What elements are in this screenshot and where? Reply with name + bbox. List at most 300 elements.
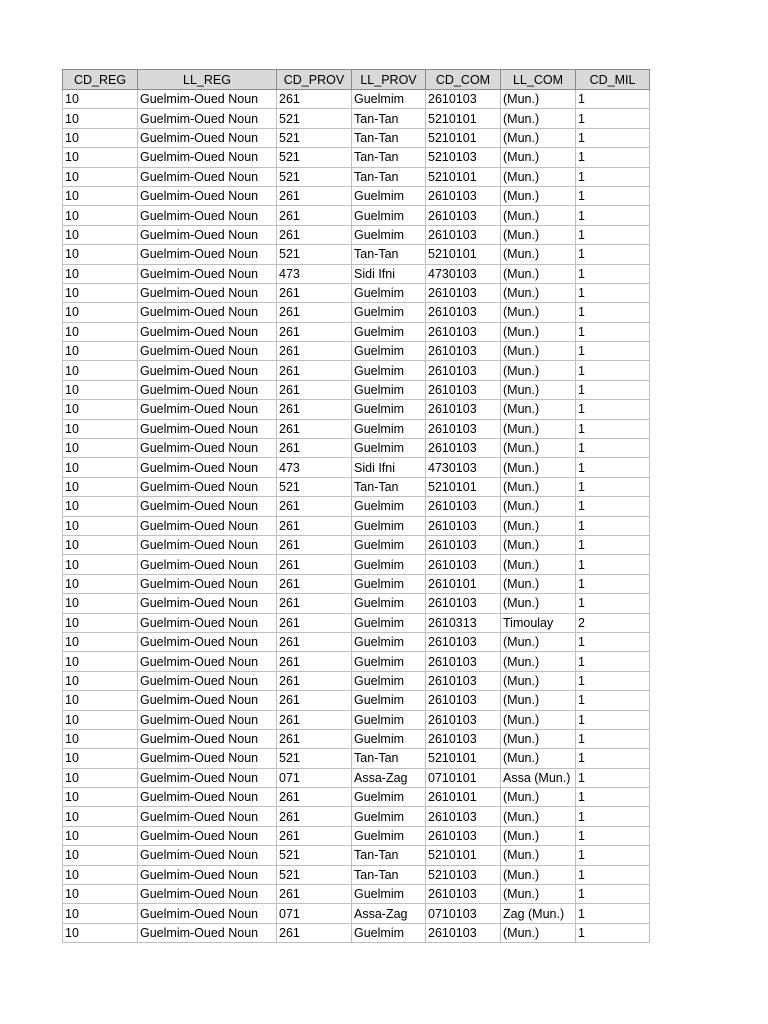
cell-cd-prov[interactable]: 261 [277, 671, 352, 690]
cell-ll-prov[interactable]: Assa-Zag [352, 904, 426, 923]
cell-cd-prov[interactable]: 521 [277, 148, 352, 167]
cell-cd-com[interactable]: 4730103 [426, 458, 501, 477]
cell-cd-reg[interactable]: 10 [63, 768, 138, 787]
cell-cd-mil[interactable]: 1 [576, 303, 650, 322]
cell-cd-com[interactable]: 2610101 [426, 574, 501, 593]
cell-cd-com[interactable]: 2610101 [426, 788, 501, 807]
cell-ll-prov[interactable]: Guelmim [352, 516, 426, 535]
cell-cd-prov[interactable]: 521 [277, 167, 352, 186]
cell-ll-reg[interactable]: Guelmim-Oued Noun [138, 594, 277, 613]
cell-ll-prov[interactable]: Guelmim [352, 497, 426, 516]
cell-cd-mil[interactable]: 1 [576, 632, 650, 651]
cell-cd-reg[interactable]: 10 [63, 439, 138, 458]
cell-cd-com[interactable]: 2610103 [426, 225, 501, 244]
cell-cd-reg[interactable]: 10 [63, 167, 138, 186]
cell-cd-com[interactable]: 2610103 [426, 632, 501, 651]
cell-cd-reg[interactable]: 10 [63, 419, 138, 438]
cell-cd-com[interactable]: 0710101 [426, 768, 501, 787]
cell-ll-prov[interactable]: Guelmim [352, 788, 426, 807]
cell-cd-com[interactable]: 2610103 [426, 400, 501, 419]
cell-cd-prov[interactable]: 261 [277, 710, 352, 729]
cell-cd-com[interactable]: 2610103 [426, 826, 501, 845]
cell-cd-mil[interactable]: 1 [576, 186, 650, 205]
cell-cd-prov[interactable]: 261 [277, 497, 352, 516]
cell-cd-prov[interactable]: 261 [277, 206, 352, 225]
cell-ll-reg[interactable]: Guelmim-Oued Noun [138, 245, 277, 264]
cell-ll-com[interactable]: (Mun.) [501, 303, 576, 322]
cell-cd-com[interactable]: 5210101 [426, 846, 501, 865]
cell-cd-prov[interactable]: 261 [277, 419, 352, 438]
cell-ll-prov[interactable]: Guelmim [352, 439, 426, 458]
cell-ll-reg[interactable]: Guelmim-Oued Noun [138, 342, 277, 361]
cell-ll-com[interactable]: (Mun.) [501, 535, 576, 554]
cell-cd-com[interactable]: 2610103 [426, 283, 501, 302]
cell-ll-reg[interactable]: Guelmim-Oued Noun [138, 691, 277, 710]
cell-cd-prov[interactable]: 521 [277, 128, 352, 147]
cell-cd-mil[interactable]: 1 [576, 749, 650, 768]
cell-ll-prov[interactable]: Tan-Tan [352, 749, 426, 768]
cell-cd-mil[interactable]: 1 [576, 729, 650, 748]
cell-cd-reg[interactable]: 10 [63, 516, 138, 535]
cell-ll-com[interactable]: (Mun.) [501, 749, 576, 768]
cell-cd-prov[interactable]: 261 [277, 652, 352, 671]
cell-cd-com[interactable]: 2610103 [426, 303, 501, 322]
cell-cd-com[interactable]: 2610103 [426, 691, 501, 710]
cell-cd-mil[interactable]: 1 [576, 555, 650, 574]
cell-cd-mil[interactable]: 1 [576, 652, 650, 671]
cell-cd-com[interactable]: 2610103 [426, 923, 501, 942]
cell-ll-com[interactable]: (Mun.) [501, 109, 576, 128]
cell-cd-reg[interactable]: 10 [63, 826, 138, 845]
cell-cd-reg[interactable]: 10 [63, 613, 138, 632]
cell-cd-prov[interactable]: 521 [277, 109, 352, 128]
cell-ll-reg[interactable]: Guelmim-Oued Noun [138, 613, 277, 632]
cell-cd-mil[interactable]: 1 [576, 264, 650, 283]
cell-ll-com[interactable]: (Mun.) [501, 594, 576, 613]
cell-cd-reg[interactable]: 10 [63, 186, 138, 205]
cell-ll-com[interactable]: (Mun.) [501, 652, 576, 671]
cell-ll-prov[interactable]: Guelmim [352, 555, 426, 574]
cell-ll-com[interactable]: (Mun.) [501, 846, 576, 865]
cell-ll-reg[interactable]: Guelmim-Oued Noun [138, 788, 277, 807]
cell-ll-prov[interactable]: Guelmim [352, 710, 426, 729]
cell-ll-com[interactable]: (Mun.) [501, 826, 576, 845]
cell-cd-reg[interactable]: 10 [63, 128, 138, 147]
cell-cd-reg[interactable]: 10 [63, 90, 138, 109]
cell-cd-mil[interactable]: 1 [576, 594, 650, 613]
column-header-cd-mil[interactable]: CD_MIL [576, 70, 650, 90]
cell-ll-reg[interactable]: Guelmim-Oued Noun [138, 516, 277, 535]
cell-cd-reg[interactable]: 10 [63, 400, 138, 419]
cell-ll-com[interactable]: (Mun.) [501, 245, 576, 264]
cell-cd-com[interactable]: 2610103 [426, 322, 501, 341]
cell-ll-prov[interactable]: Guelmim [352, 322, 426, 341]
cell-ll-reg[interactable]: Guelmim-Oued Noun [138, 264, 277, 283]
cell-ll-reg[interactable]: Guelmim-Oued Noun [138, 749, 277, 768]
cell-ll-prov[interactable]: Guelmim [352, 574, 426, 593]
cell-cd-com[interactable]: 5210101 [426, 128, 501, 147]
cell-ll-com[interactable]: (Mun.) [501, 555, 576, 574]
cell-ll-prov[interactable]: Guelmim [352, 419, 426, 438]
cell-ll-prov[interactable]: Tan-Tan [352, 477, 426, 496]
cell-cd-prov[interactable]: 261 [277, 225, 352, 244]
cell-ll-prov[interactable]: Guelmim [352, 206, 426, 225]
cell-ll-reg[interactable]: Guelmim-Oued Noun [138, 322, 277, 341]
cell-cd-com[interactable]: 2610103 [426, 342, 501, 361]
cell-cd-mil[interactable]: 1 [576, 846, 650, 865]
cell-ll-reg[interactable]: Guelmim-Oued Noun [138, 768, 277, 787]
cell-cd-mil[interactable]: 1 [576, 710, 650, 729]
cell-cd-com[interactable]: 2610103 [426, 594, 501, 613]
cell-cd-reg[interactable]: 10 [63, 109, 138, 128]
cell-ll-reg[interactable]: Guelmim-Oued Noun [138, 710, 277, 729]
cell-cd-reg[interactable]: 10 [63, 322, 138, 341]
cell-ll-reg[interactable]: Guelmim-Oued Noun [138, 90, 277, 109]
cell-cd-reg[interactable]: 10 [63, 264, 138, 283]
cell-ll-reg[interactable]: Guelmim-Oued Noun [138, 904, 277, 923]
cell-ll-com[interactable]: (Mun.) [501, 477, 576, 496]
cell-cd-com[interactable]: 5210101 [426, 749, 501, 768]
cell-cd-mil[interactable]: 1 [576, 535, 650, 554]
cell-cd-prov[interactable]: 261 [277, 691, 352, 710]
cell-ll-reg[interactable]: Guelmim-Oued Noun [138, 574, 277, 593]
cell-ll-com[interactable]: (Mun.) [501, 400, 576, 419]
cell-cd-mil[interactable]: 1 [576, 458, 650, 477]
cell-cd-mil[interactable]: 1 [576, 671, 650, 690]
cell-cd-com[interactable]: 2610103 [426, 671, 501, 690]
cell-cd-prov[interactable]: 261 [277, 90, 352, 109]
cell-ll-com[interactable]: (Mun.) [501, 632, 576, 651]
cell-ll-com[interactable]: (Mun.) [501, 710, 576, 729]
column-header-ll-prov[interactable]: LL_PROV [352, 70, 426, 90]
cell-ll-com[interactable]: (Mun.) [501, 128, 576, 147]
cell-ll-reg[interactable]: Guelmim-Oued Noun [138, 555, 277, 574]
cell-cd-mil[interactable]: 1 [576, 439, 650, 458]
cell-cd-reg[interactable]: 10 [63, 574, 138, 593]
cell-cd-com[interactable]: 2610103 [426, 380, 501, 399]
cell-ll-com[interactable]: (Mun.) [501, 380, 576, 399]
cell-ll-com[interactable]: (Mun.) [501, 516, 576, 535]
cell-ll-com[interactable]: (Mun.) [501, 788, 576, 807]
cell-ll-prov[interactable]: Guelmim [352, 400, 426, 419]
cell-ll-reg[interactable]: Guelmim-Oued Noun [138, 865, 277, 884]
cell-ll-com[interactable]: (Mun.) [501, 283, 576, 302]
cell-cd-mil[interactable]: 1 [576, 516, 650, 535]
cell-ll-com[interactable]: (Mun.) [501, 322, 576, 341]
cell-cd-prov[interactable]: 261 [277, 788, 352, 807]
cell-ll-prov[interactable]: Guelmim [352, 594, 426, 613]
cell-ll-reg[interactable]: Guelmim-Oued Noun [138, 148, 277, 167]
cell-cd-prov[interactable]: 261 [277, 923, 352, 942]
cell-cd-reg[interactable]: 10 [63, 283, 138, 302]
cell-ll-reg[interactable]: Guelmim-Oued Noun [138, 535, 277, 554]
cell-cd-mil[interactable]: 1 [576, 691, 650, 710]
cell-cd-mil[interactable]: 1 [576, 788, 650, 807]
cell-cd-reg[interactable]: 10 [63, 225, 138, 244]
cell-cd-mil[interactable]: 1 [576, 885, 650, 904]
cell-cd-com[interactable]: 2610103 [426, 555, 501, 574]
cell-ll-com[interactable]: (Mun.) [501, 225, 576, 244]
cell-ll-reg[interactable]: Guelmim-Oued Noun [138, 807, 277, 826]
cell-cd-com[interactable]: 5210101 [426, 109, 501, 128]
cell-ll-reg[interactable]: Guelmim-Oued Noun [138, 439, 277, 458]
cell-cd-mil[interactable]: 1 [576, 245, 650, 264]
cell-ll-prov[interactable]: Guelmim [352, 923, 426, 942]
cell-cd-mil[interactable]: 1 [576, 865, 650, 884]
cell-cd-reg[interactable]: 10 [63, 846, 138, 865]
cell-cd-com[interactable]: 5210101 [426, 167, 501, 186]
cell-cd-com[interactable]: 2610103 [426, 652, 501, 671]
cell-cd-com[interactable]: 5210101 [426, 477, 501, 496]
cell-ll-reg[interactable]: Guelmim-Oued Noun [138, 128, 277, 147]
cell-cd-prov[interactable]: 261 [277, 807, 352, 826]
cell-ll-com[interactable]: (Mun.) [501, 206, 576, 225]
cell-cd-mil[interactable]: 2 [576, 613, 650, 632]
cell-ll-com[interactable]: Timoulay [501, 613, 576, 632]
cell-cd-com[interactable]: 2610103 [426, 516, 501, 535]
cell-cd-reg[interactable]: 10 [63, 788, 138, 807]
cell-ll-com[interactable]: (Mun.) [501, 458, 576, 477]
cell-cd-reg[interactable]: 10 [63, 148, 138, 167]
cell-cd-mil[interactable]: 1 [576, 574, 650, 593]
cell-cd-reg[interactable]: 10 [63, 632, 138, 651]
cell-ll-prov[interactable]: Guelmim [352, 632, 426, 651]
cell-cd-reg[interactable]: 10 [63, 885, 138, 904]
cell-cd-prov[interactable]: 261 [277, 283, 352, 302]
cell-ll-prov[interactable]: Tan-Tan [352, 846, 426, 865]
cell-cd-mil[interactable]: 1 [576, 128, 650, 147]
cell-cd-mil[interactable]: 1 [576, 361, 650, 380]
cell-ll-prov[interactable]: Guelmim [352, 652, 426, 671]
cell-cd-com[interactable]: 5210103 [426, 148, 501, 167]
cell-ll-com[interactable]: (Mun.) [501, 419, 576, 438]
cell-ll-prov[interactable]: Tan-Tan [352, 148, 426, 167]
cell-cd-com[interactable]: 5210103 [426, 865, 501, 884]
cell-ll-prov[interactable]: Guelmim [352, 90, 426, 109]
cell-ll-com[interactable]: (Mun.) [501, 148, 576, 167]
cell-cd-com[interactable]: 2610103 [426, 419, 501, 438]
cell-cd-mil[interactable]: 1 [576, 904, 650, 923]
cell-ll-com[interactable]: (Mun.) [501, 729, 576, 748]
cell-cd-reg[interactable]: 10 [63, 807, 138, 826]
cell-cd-prov[interactable]: 473 [277, 264, 352, 283]
cell-cd-reg[interactable]: 10 [63, 865, 138, 884]
cell-cd-mil[interactable]: 1 [576, 400, 650, 419]
cell-ll-com[interactable]: Zag (Mun.) [501, 904, 576, 923]
cell-ll-prov[interactable]: Guelmim [352, 807, 426, 826]
cell-cd-mil[interactable]: 1 [576, 807, 650, 826]
cell-ll-com[interactable]: (Mun.) [501, 342, 576, 361]
cell-ll-reg[interactable]: Guelmim-Oued Noun [138, 923, 277, 942]
cell-cd-reg[interactable]: 10 [63, 361, 138, 380]
cell-cd-prov[interactable]: 261 [277, 361, 352, 380]
cell-cd-prov[interactable]: 261 [277, 322, 352, 341]
cell-ll-reg[interactable]: Guelmim-Oued Noun [138, 167, 277, 186]
cell-cd-reg[interactable]: 10 [63, 206, 138, 225]
cell-cd-mil[interactable]: 1 [576, 342, 650, 361]
cell-cd-prov[interactable]: 071 [277, 904, 352, 923]
cell-cd-mil[interactable]: 1 [576, 148, 650, 167]
cell-cd-prov[interactable]: 261 [277, 632, 352, 651]
cell-ll-reg[interactable]: Guelmim-Oued Noun [138, 419, 277, 438]
cell-cd-prov[interactable]: 261 [277, 400, 352, 419]
cell-cd-com[interactable]: 5210101 [426, 245, 501, 264]
cell-cd-prov[interactable]: 071 [277, 768, 352, 787]
cell-ll-prov[interactable]: Sidi Ifni [352, 264, 426, 283]
cell-cd-com[interactable]: 0710103 [426, 904, 501, 923]
cell-cd-mil[interactable]: 1 [576, 90, 650, 109]
cell-ll-reg[interactable]: Guelmim-Oued Noun [138, 206, 277, 225]
cell-cd-mil[interactable]: 1 [576, 322, 650, 341]
cell-ll-prov[interactable]: Tan-Tan [352, 245, 426, 264]
cell-ll-prov[interactable]: Sidi Ifni [352, 458, 426, 477]
cell-cd-reg[interactable]: 10 [63, 535, 138, 554]
cell-cd-reg[interactable]: 10 [63, 497, 138, 516]
cell-cd-com[interactable]: 2610313 [426, 613, 501, 632]
cell-ll-prov[interactable]: Tan-Tan [352, 865, 426, 884]
cell-cd-reg[interactable]: 10 [63, 691, 138, 710]
cell-ll-reg[interactable]: Guelmim-Oued Noun [138, 632, 277, 651]
cell-cd-mil[interactable]: 1 [576, 283, 650, 302]
cell-cd-reg[interactable]: 10 [63, 245, 138, 264]
cell-ll-reg[interactable]: Guelmim-Oued Noun [138, 283, 277, 302]
cell-cd-prov[interactable]: 261 [277, 380, 352, 399]
cell-cd-prov[interactable]: 521 [277, 749, 352, 768]
cell-ll-reg[interactable]: Guelmim-Oued Noun [138, 729, 277, 748]
cell-cd-reg[interactable]: 10 [63, 458, 138, 477]
cell-cd-reg[interactable]: 10 [63, 555, 138, 574]
cell-ll-com[interactable]: (Mun.) [501, 439, 576, 458]
cell-ll-reg[interactable]: Guelmim-Oued Noun [138, 885, 277, 904]
cell-cd-prov[interactable]: 261 [277, 613, 352, 632]
cell-ll-prov[interactable]: Guelmim [352, 342, 426, 361]
cell-ll-prov[interactable]: Tan-Tan [352, 167, 426, 186]
cell-cd-com[interactable]: 2610103 [426, 186, 501, 205]
cell-ll-com[interactable]: (Mun.) [501, 574, 576, 593]
cell-cd-com[interactable]: 2610103 [426, 885, 501, 904]
cell-ll-prov[interactable]: Guelmim [352, 885, 426, 904]
cell-cd-reg[interactable]: 10 [63, 671, 138, 690]
cell-ll-reg[interactable]: Guelmim-Oued Noun [138, 400, 277, 419]
cell-cd-reg[interactable]: 10 [63, 729, 138, 748]
cell-ll-prov[interactable]: Guelmim [352, 283, 426, 302]
cell-ll-prov[interactable]: Tan-Tan [352, 109, 426, 128]
cell-cd-com[interactable]: 2610103 [426, 535, 501, 554]
cell-ll-reg[interactable]: Guelmim-Oued Noun [138, 477, 277, 496]
cell-ll-reg[interactable]: Guelmim-Oued Noun [138, 458, 277, 477]
cell-cd-reg[interactable]: 10 [63, 904, 138, 923]
cell-ll-com[interactable]: (Mun.) [501, 691, 576, 710]
cell-ll-reg[interactable]: Guelmim-Oued Noun [138, 652, 277, 671]
cell-ll-reg[interactable]: Guelmim-Oued Noun [138, 671, 277, 690]
column-header-cd-reg[interactable]: CD_REG [63, 70, 138, 90]
cell-ll-com[interactable]: (Mun.) [501, 361, 576, 380]
cell-cd-prov[interactable]: 261 [277, 439, 352, 458]
cell-cd-prov[interactable]: 261 [277, 516, 352, 535]
cell-cd-mil[interactable]: 1 [576, 923, 650, 942]
cell-ll-prov[interactable]: Guelmim [352, 691, 426, 710]
cell-ll-com[interactable]: (Mun.) [501, 807, 576, 826]
cell-cd-reg[interactable]: 10 [63, 380, 138, 399]
cell-ll-com[interactable]: Assa (Mun.) [501, 768, 576, 787]
cell-ll-com[interactable]: (Mun.) [501, 885, 576, 904]
cell-ll-reg[interactable]: Guelmim-Oued Noun [138, 303, 277, 322]
cell-cd-prov[interactable]: 261 [277, 729, 352, 748]
cell-ll-prov[interactable]: Guelmim [352, 826, 426, 845]
cell-cd-prov[interactable]: 521 [277, 865, 352, 884]
cell-cd-prov[interactable]: 521 [277, 477, 352, 496]
cell-cd-prov[interactable]: 261 [277, 885, 352, 904]
cell-ll-prov[interactable]: Guelmim [352, 361, 426, 380]
cell-cd-com[interactable]: 2610103 [426, 807, 501, 826]
cell-cd-mil[interactable]: 1 [576, 826, 650, 845]
cell-ll-prov[interactable]: Guelmim [352, 303, 426, 322]
cell-cd-com[interactable]: 2610103 [426, 729, 501, 748]
cell-cd-reg[interactable]: 10 [63, 303, 138, 322]
cell-cd-prov[interactable]: 521 [277, 245, 352, 264]
cell-ll-prov[interactable]: Guelmim [352, 186, 426, 205]
cell-ll-reg[interactable]: Guelmim-Oued Noun [138, 826, 277, 845]
cell-cd-reg[interactable]: 10 [63, 652, 138, 671]
cell-cd-prov[interactable]: 261 [277, 555, 352, 574]
cell-cd-mil[interactable]: 1 [576, 380, 650, 399]
cell-cd-prov[interactable]: 261 [277, 186, 352, 205]
cell-ll-prov[interactable]: Guelmim [352, 380, 426, 399]
cell-cd-com[interactable]: 2610103 [426, 361, 501, 380]
column-header-cd-prov[interactable]: CD_PROV [277, 70, 352, 90]
cell-ll-com[interactable]: (Mun.) [501, 497, 576, 516]
cell-cd-reg[interactable]: 10 [63, 594, 138, 613]
cell-cd-reg[interactable]: 10 [63, 749, 138, 768]
cell-cd-com[interactable]: 4730103 [426, 264, 501, 283]
cell-cd-prov[interactable]: 261 [277, 594, 352, 613]
cell-cd-reg[interactable]: 10 [63, 342, 138, 361]
cell-ll-com[interactable]: (Mun.) [501, 264, 576, 283]
cell-cd-prov[interactable]: 473 [277, 458, 352, 477]
cell-ll-reg[interactable]: Guelmim-Oued Noun [138, 109, 277, 128]
cell-ll-reg[interactable]: Guelmim-Oued Noun [138, 380, 277, 399]
cell-cd-mil[interactable]: 1 [576, 768, 650, 787]
column-header-cd-com[interactable]: CD_COM [426, 70, 501, 90]
cell-cd-prov[interactable]: 261 [277, 303, 352, 322]
cell-cd-prov[interactable]: 261 [277, 535, 352, 554]
cell-ll-reg[interactable]: Guelmim-Oued Noun [138, 225, 277, 244]
cell-ll-com[interactable]: (Mun.) [501, 90, 576, 109]
cell-cd-prov[interactable]: 261 [277, 342, 352, 361]
cell-cd-mil[interactable]: 1 [576, 109, 650, 128]
cell-cd-mil[interactable]: 1 [576, 497, 650, 516]
cell-ll-com[interactable]: (Mun.) [501, 167, 576, 186]
cell-cd-com[interactable]: 2610103 [426, 710, 501, 729]
cell-cd-mil[interactable]: 1 [576, 167, 650, 186]
cell-cd-prov[interactable]: 261 [277, 574, 352, 593]
cell-cd-prov[interactable]: 261 [277, 826, 352, 845]
cell-cd-mil[interactable]: 1 [576, 477, 650, 496]
cell-ll-reg[interactable]: Guelmim-Oued Noun [138, 846, 277, 865]
column-header-ll-reg[interactable]: LL_REG [138, 70, 277, 90]
cell-cd-reg[interactable]: 10 [63, 710, 138, 729]
cell-cd-com[interactable]: 2610103 [426, 206, 501, 225]
cell-ll-com[interactable]: (Mun.) [501, 923, 576, 942]
cell-ll-prov[interactable]: Guelmim [352, 225, 426, 244]
cell-ll-reg[interactable]: Guelmim-Oued Noun [138, 361, 277, 380]
cell-ll-reg[interactable]: Guelmim-Oued Noun [138, 497, 277, 516]
cell-ll-com[interactable]: (Mun.) [501, 186, 576, 205]
column-header-ll-com[interactable]: LL_COM [501, 70, 576, 90]
cell-cd-prov[interactable]: 521 [277, 846, 352, 865]
cell-ll-reg[interactable]: Guelmim-Oued Noun [138, 186, 277, 205]
cell-cd-reg[interactable]: 10 [63, 477, 138, 496]
